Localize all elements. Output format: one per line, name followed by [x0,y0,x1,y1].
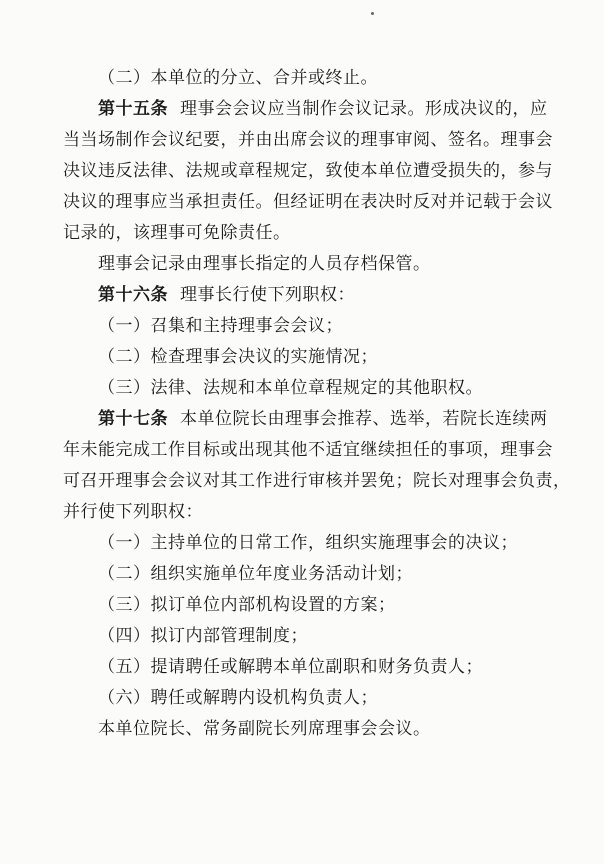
article-17 [98,404,548,435]
article-17-text-4: 并行使下列职权： [63,502,203,522]
article-17-item-2: （二）组织实施单位年度业务活动计划； [98,564,413,584]
article-16-item-3: （三）法律、法规和本单位章程规定的其他职权。 [98,378,483,398]
article-16-item-2: （二）检查理事会决议的实施情况； [98,347,378,367]
article-15-text-4: 决议的理事应当承担责任。但经证明在表决时反对并记载于会议 [63,192,553,212]
article-17-item-6: （六）聘任或解聘内设机构负责人； [98,688,378,708]
article-15-text-3: 决议违反法律、法规或章程规定，致使本单位遭受损失的，参与 [63,161,553,181]
article-15 [98,94,548,125]
records-paragraph: 理事会记录由理事长指定的人员存档保管。 [98,254,431,274]
article-16-item-1: （一）召集和主持理事会会议； [98,316,343,336]
article-16-label: 第十六条 [98,285,168,305]
article-16-text: 理事长行使下列职权： [180,285,355,305]
article-17-item-5: （五）提请聘任或解聘本单位副职和财务负责人； [98,657,483,677]
article-17-text-2: 年未能完成工作目标或出现其他不适宜继续担任的事项，理事会 [63,440,553,460]
article-15-text-1: 理事会会议应当制作会议记录。形成决议的，应 [180,99,548,119]
document-body [63,63,571,745]
article-17-item-3: （三）拟订单位内部机构设置的方案； [98,595,396,615]
clause-2-line: （二）本单位的分立、合并或终止。 [98,68,378,88]
article-17-text-1: 本单位院长由理事会推荐、选举，若院长连续两 [180,409,548,429]
final-paragraph: 本单位院长、常务副院长列席理事会会议。 [98,719,431,739]
article-15-text-2: 当当场制作会议纪要，并由出席会议的理事审阅、签名。理事会 [63,130,553,150]
article-15-text-5: 记录的，该理事可免除责任。 [63,223,291,243]
scan-speck [371,12,374,15]
article-17-label: 第十七条 [98,409,168,429]
article-16 [98,280,538,311]
article-15-label: 第十五条 [98,99,168,119]
article-17-item-4: （四）拟订内部管理制度； [98,626,308,646]
article-17-item-1: （一）主持单位的日常工作，组织实施理事会的决议； [98,533,518,553]
article-17-text-3: 可召开理事会会议对其工作进行审核并罢免；院长对理事会负责， [63,471,571,491]
